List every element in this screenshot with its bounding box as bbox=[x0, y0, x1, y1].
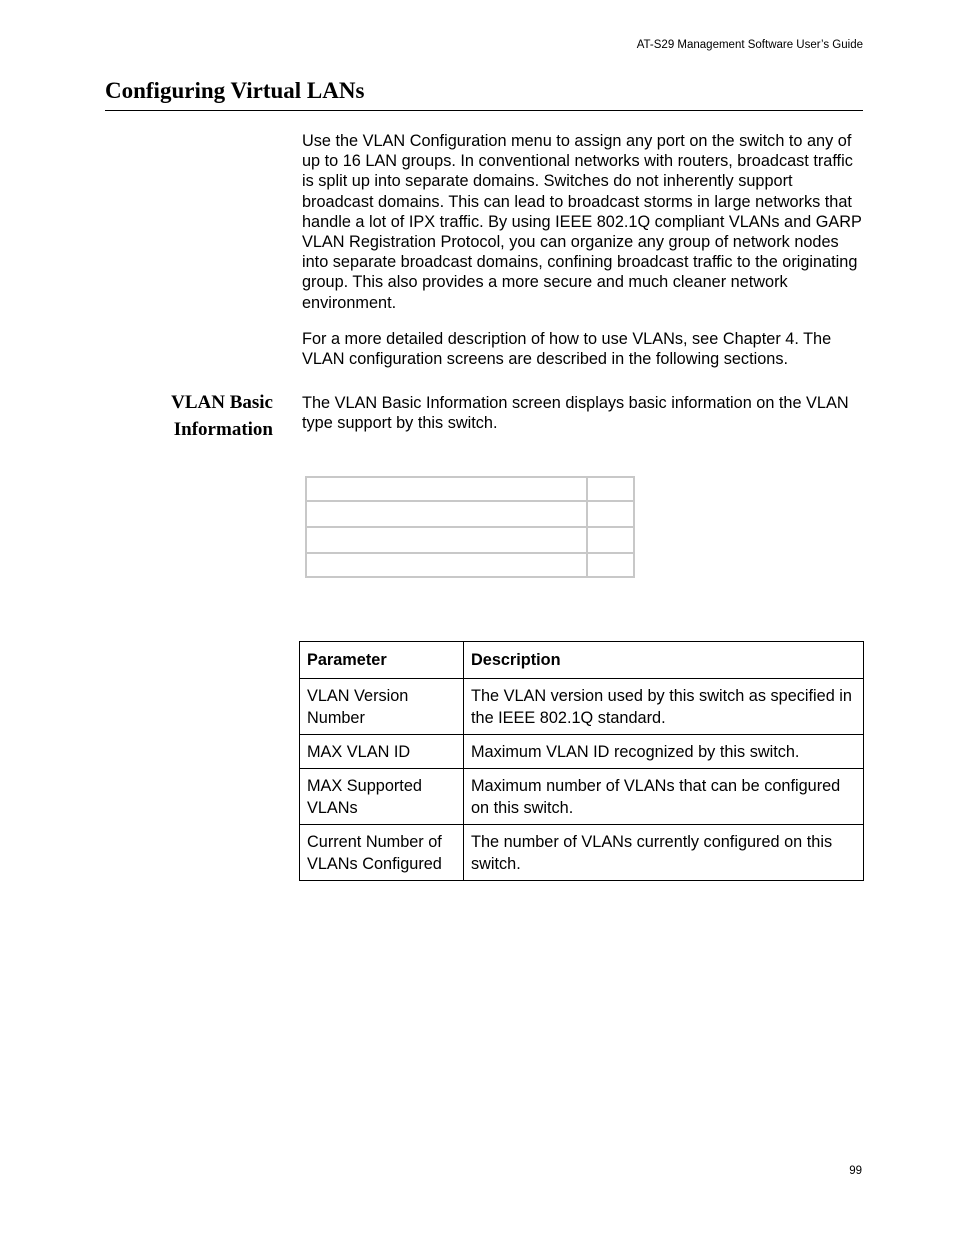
parameter-cell: MAX Supported VLANs bbox=[300, 769, 464, 825]
title-divider bbox=[105, 110, 863, 111]
figure-column-divider bbox=[586, 478, 588, 576]
figure-row-divider bbox=[307, 500, 633, 502]
figure-row-divider bbox=[307, 552, 633, 554]
screen-placeholder-figure bbox=[305, 476, 635, 578]
running-header: AT-S29 Management Software User’s Guide bbox=[636, 39, 863, 51]
column-header-parameter: Parameter bbox=[300, 642, 464, 679]
parameter-table bbox=[299, 641, 864, 881]
table-row bbox=[300, 825, 864, 881]
parameter-cell: MAX VLAN ID bbox=[300, 735, 464, 769]
subsection-heading-line1: VLAN Basic bbox=[171, 392, 273, 413]
description-cell: The VLAN version used by this switch as specified in the IEEE 802.1Q standard. bbox=[464, 679, 864, 735]
description-cell: Maximum VLAN ID recognized by this switch. bbox=[464, 735, 864, 769]
page-number: 99 bbox=[849, 1165, 862, 1177]
table-header-row bbox=[300, 642, 864, 679]
subsection-heading bbox=[93, 389, 273, 443]
column-header-description: Description bbox=[464, 642, 864, 679]
subsection-heading-line2: Information bbox=[173, 419, 273, 440]
description-cell: Maximum number of VLANs that can be configured on this switch. bbox=[464, 769, 864, 825]
section-title: Configuring Virtual LANs bbox=[105, 78, 365, 103]
table-row bbox=[300, 769, 864, 825]
description-cell: The number of VLANs currently configured on this switch. bbox=[464, 825, 864, 881]
subsection-intro: The VLAN Basic Information screen displays basic information on the VLAN type support by this switch. bbox=[302, 394, 849, 433]
reference-paragraph: For a more detailed description of how to use VLANs, see Chapter 4. The VLAN configuration screens are described in the following sections. bbox=[302, 330, 832, 369]
parameter-cell: VLAN Version Number bbox=[300, 679, 464, 735]
table-row bbox=[300, 679, 864, 735]
intro-paragraph: Use the VLAN Configuration menu to assign any port on the switch to any of up to 16 LAN groups. In conventional networks with routers, broadcast traffic is split up into separate domains. Switches do not inherently support broadcast domains. This can lead to broadcast storms in large networks that handle a lot of IPX traffic. By using IEEE 802.1Q compliant VLANs and GARP VLAN Registration Protocol, you can organize any group of network nodes into separate broadcast domains, confining broadcast traffic to the originating group. This also provides a more secure and much cleaner network environment. bbox=[302, 132, 862, 312]
table-row bbox=[300, 735, 864, 769]
parameter-cell: Current Number of VLANs Configured bbox=[300, 825, 464, 881]
figure-row-divider bbox=[307, 526, 633, 528]
